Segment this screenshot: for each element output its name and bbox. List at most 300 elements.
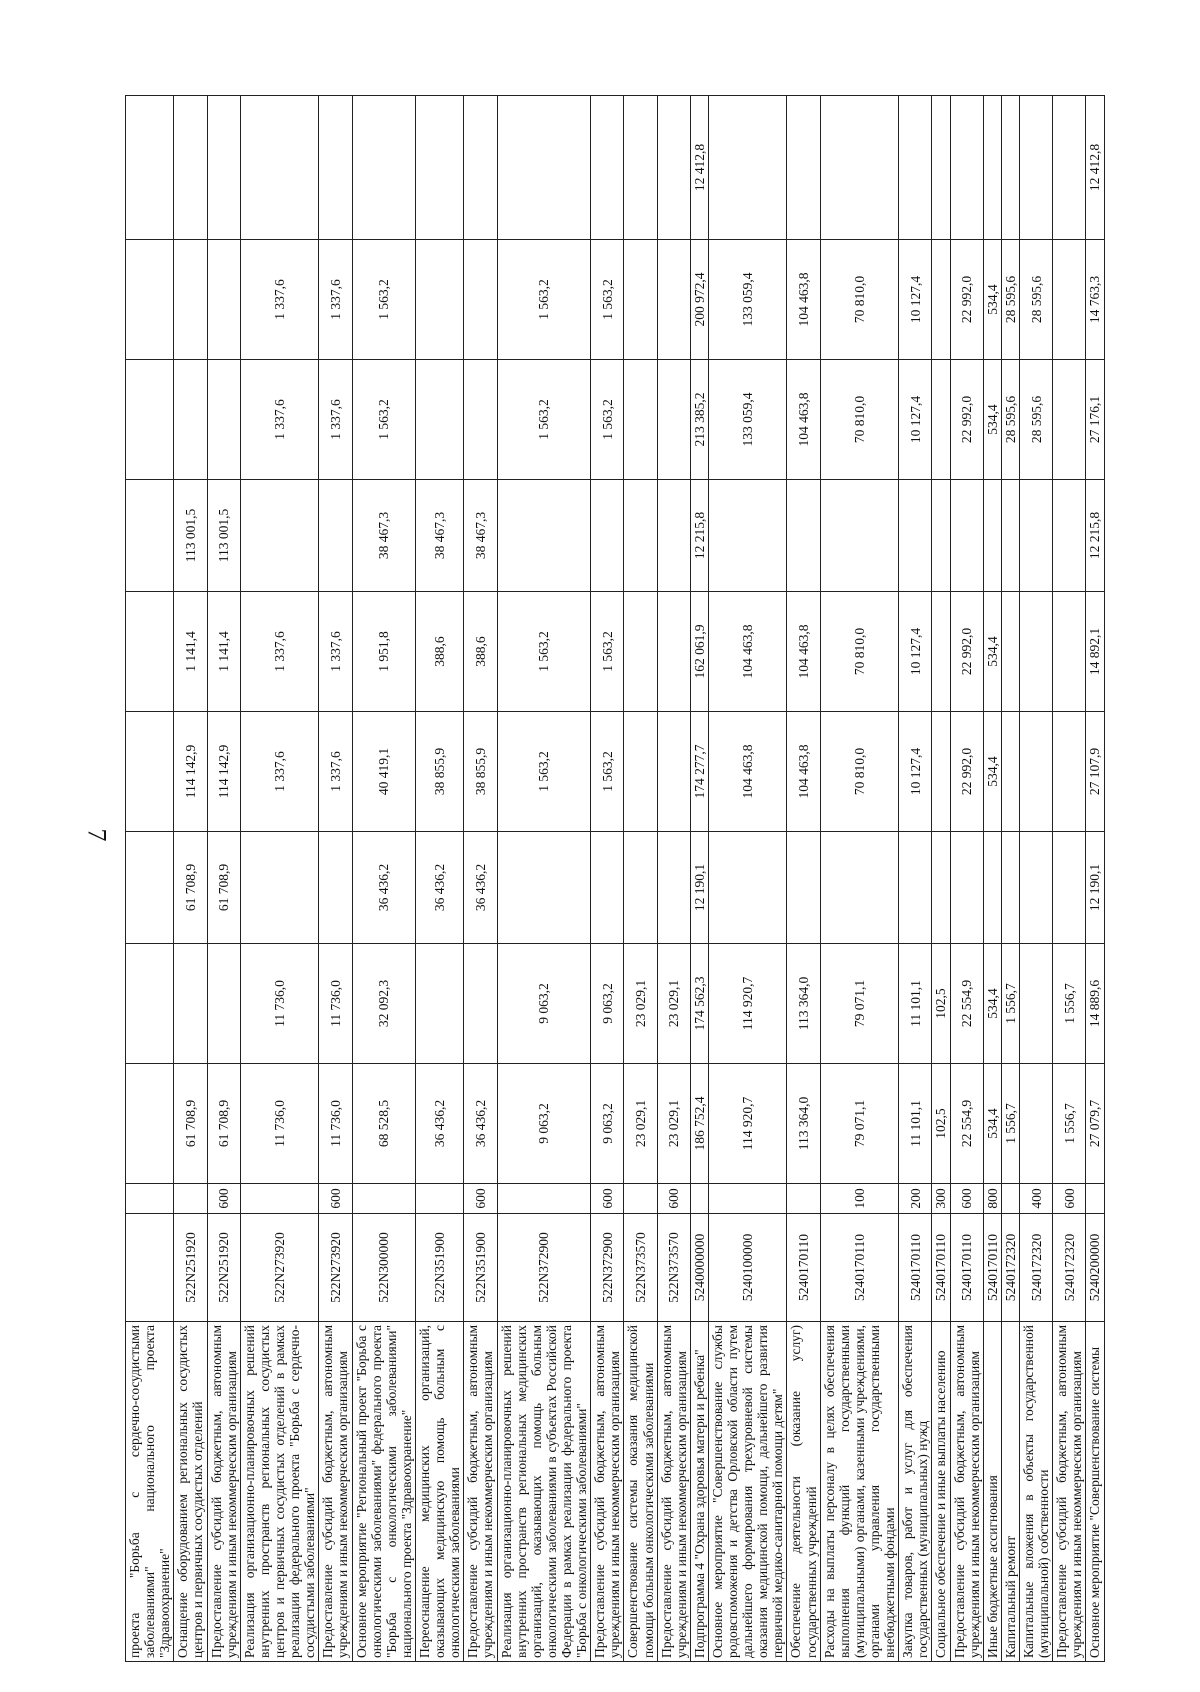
table-row: [1086, 96, 1104, 1662]
cell-c9: [950, 96, 983, 240]
cell-c5: 1 141,4: [174, 592, 207, 712]
cell-c3: 36 436,2: [415, 832, 463, 944]
cell-vr: [497, 1184, 591, 1214]
cell-vr: [126, 1184, 174, 1214]
cell-c4: [126, 712, 174, 832]
cell-c9: [624, 96, 657, 240]
cell-desc: Реализация организационно-планировочных решений внутренних пространств региональных медицинских организаций, оказывающих помощь больным онкологическими заболеваниями в субъектах Российской Федерации в рамках реализации федерального проекта "Борьба с онкологическими заболеваниями": [497, 1322, 591, 1662]
cell-c1: [126, 1064, 174, 1184]
cell-c9: 12 412,8: [1086, 96, 1104, 240]
table-row: [240, 96, 319, 1662]
cell-vr: [352, 1184, 415, 1214]
cell-c6: 113 001,5: [174, 480, 207, 592]
cell-vr: 200: [899, 1184, 932, 1214]
cell-c1: 534,4: [983, 1064, 1001, 1184]
cell-c4: 534,4: [983, 712, 1001, 832]
cell-c3: [983, 832, 1001, 944]
cell-c1: 114 920,7: [708, 1064, 787, 1184]
cell-desc: Переоснащение медицинских организаций, оказывающих медицинскую помощь больным с онкологическими заболеваниями: [415, 1322, 463, 1662]
cell-desc: Подпрограмма 4 "Охрана здоровья матери и ребенка": [690, 1322, 708, 1662]
table-row: [1020, 96, 1053, 1662]
cell-c6: [950, 480, 983, 592]
cell-c8: [207, 240, 240, 360]
cell-c1: 61 708,9: [207, 1064, 240, 1184]
cell-c1: 113 364,0: [787, 1064, 820, 1184]
table-row: [415, 96, 463, 1662]
cell-c8: [657, 240, 690, 360]
cell-c1: 11 736,0: [319, 1064, 352, 1184]
cell-vr: [415, 1184, 463, 1214]
cell-c9: [820, 96, 899, 240]
cell-c7: 1 563,2: [497, 360, 591, 480]
cell-c1: 36 436,2: [464, 1064, 497, 1184]
cell-c4: 114 142,9: [174, 712, 207, 832]
cell-c1: 11 736,0: [240, 1064, 319, 1184]
cell-desc: Реализация организационно-планировочных решений внутренних пространств региональных сосудистых центров и первичных сосудистых отделений в рамках реализации федерального проекта "Борьба с сердечно-сосудистыми заболеваниями": [240, 1322, 319, 1662]
cell-c4: 22 992,0: [950, 712, 983, 832]
cell-c3: 61 708,9: [207, 832, 240, 944]
cell-c2: 11 736,0: [319, 944, 352, 1064]
cell-c1: 22 554,9: [950, 1064, 983, 1184]
cell-c9: [319, 96, 352, 240]
cell-desc: Предоставление субсидий бюджетным, автономным учреждениям и иным некоммерческим организациям: [464, 1322, 497, 1662]
cell-c3: 36 436,2: [352, 832, 415, 944]
cell-c9: [657, 96, 690, 240]
cell-c5: [657, 592, 690, 712]
table-row: [591, 96, 624, 1662]
cell-c4: [657, 712, 690, 832]
cell-code: 5240172320: [1053, 1214, 1086, 1322]
cell-c2: 79 071,1: [820, 944, 899, 1064]
cell-vr: [174, 1184, 207, 1214]
cell-c2: 11 101,1: [899, 944, 932, 1064]
cell-vr: [240, 1184, 319, 1214]
cell-c2: 534,4: [983, 944, 1001, 1064]
cell-desc: Капитальные вложения в объекты государственной (муниципальной) собственности: [1020, 1322, 1053, 1662]
cell-vr: 600: [464, 1184, 497, 1214]
cell-c9: [240, 96, 319, 240]
cell-c8: 104 463,8: [787, 240, 820, 360]
cell-c3: [624, 832, 657, 944]
cell-c3: [657, 832, 690, 944]
cell-c1: 79 071,1: [820, 1064, 899, 1184]
table-row: [624, 96, 657, 1662]
table-row: [497, 96, 591, 1662]
cell-desc: Совершенствование системы оказания медицинской помощи больным онкологическими заболеваниями: [624, 1322, 657, 1662]
cell-desc: Предоставление субсидий бюджетным, автономным учреждениям и иным некоммерческим организациям: [1053, 1322, 1086, 1662]
cell-c2: 102,5: [932, 944, 950, 1064]
cell-c7: [464, 360, 497, 480]
cell-c3: [708, 832, 787, 944]
cell-c9: [497, 96, 591, 240]
cell-c7: [126, 360, 174, 480]
cell-c1: [1020, 1064, 1053, 1184]
cell-c7: [657, 360, 690, 480]
cell-code: 522N372900: [591, 1214, 624, 1322]
cell-desc: Основное мероприятие "Совершенствование службы родовспоможения и детства Орловской области путем дальнейшего формирования трехуровневой системы оказания медицинской помощи, дальнейшего развития первичной медико-санитарной помощи детям": [708, 1322, 787, 1662]
cell-c4: 27 107,9: [1086, 712, 1104, 832]
cell-c7: [624, 360, 657, 480]
cell-vr: [1001, 1184, 1019, 1214]
cell-c1: 186 752,4: [690, 1064, 708, 1184]
cell-c8: 133 059,4: [708, 240, 787, 360]
cell-c5: 162 061,9: [690, 592, 708, 712]
cell-c3: [1001, 832, 1019, 944]
cell-vr: 800: [983, 1184, 1001, 1214]
cell-c7: 104 463,8: [787, 360, 820, 480]
cell-c6: [497, 480, 591, 592]
cell-c1: 1 556,7: [1001, 1064, 1019, 1184]
cell-c4: 1 563,2: [497, 712, 591, 832]
cell-c6: [657, 480, 690, 592]
cell-c4: 1 337,6: [319, 712, 352, 832]
budget-table-sheet: [125, 96, 1125, 1662]
cell-code: 5240170110: [983, 1214, 1001, 1322]
table-row: [126, 96, 174, 1662]
cell-c7: 27 176,1: [1086, 360, 1104, 480]
cell-code: 5240000000: [690, 1214, 708, 1322]
cell-c4: 38 855,9: [415, 712, 463, 832]
cell-c6: 12 215,8: [1086, 480, 1104, 592]
table-row: [352, 96, 415, 1662]
cell-c6: [983, 480, 1001, 592]
cell-c7: 10 127,4: [899, 360, 932, 480]
cell-desc: Предоставление субсидий бюджетным, автономным учреждениям и иным некоммерческим организациям: [207, 1322, 240, 1662]
cell-desc: Оснащение оборудованием региональных сосудистых центров и первичных сосудистых отделений: [174, 1322, 207, 1662]
table-row: [464, 96, 497, 1662]
cell-desc: Иные бюджетные ассигнования: [983, 1322, 1001, 1662]
cell-c3: [1053, 832, 1086, 944]
cell-c4: 10 127,4: [899, 712, 932, 832]
cell-code: 522N351900: [464, 1214, 497, 1322]
cell-code: 5240172320: [1020, 1214, 1053, 1322]
cell-c9: 12 412,8: [690, 96, 708, 240]
cell-c2: 14 889,6: [1086, 944, 1104, 1064]
cell-c8: 70 810,0: [820, 240, 899, 360]
cell-c8: [174, 240, 207, 360]
cell-c5: 388,6: [415, 592, 463, 712]
cell-vr: [1086, 1184, 1104, 1214]
cell-vr: [690, 1184, 708, 1214]
table-row: [787, 96, 820, 1662]
cell-c7: 22 992,0: [950, 360, 983, 480]
cell-c6: 38 467,3: [464, 480, 497, 592]
cell-c8: [1053, 240, 1086, 360]
cell-c5: 1 563,2: [497, 592, 591, 712]
cell-c7: 28 595,6: [1001, 360, 1019, 480]
cell-c5: 10 127,4: [899, 592, 932, 712]
cell-c2: 23 029,1: [624, 944, 657, 1064]
cell-c4: 104 463,8: [708, 712, 787, 832]
cell-c4: [932, 712, 950, 832]
cell-c6: [899, 480, 932, 592]
cell-desc: Расходы на выплаты персоналу в целях обеспечения выполнения функций государственными (муниципальными) органами, казенными учреждениями, органами управления государственными внебюджетными фондами: [820, 1322, 899, 1662]
cell-c5: [1020, 592, 1053, 712]
cell-c9: [174, 96, 207, 240]
cell-c1: 68 528,5: [352, 1064, 415, 1184]
cell-c5: [1001, 592, 1019, 712]
cell-c5: 1 563,2: [591, 592, 624, 712]
cell-c2: 23 029,1: [657, 944, 690, 1064]
cell-c9: [1053, 96, 1086, 240]
cell-c4: 70 810,0: [820, 712, 899, 832]
cell-c9: [983, 96, 1001, 240]
cell-c2: 113 364,0: [787, 944, 820, 1064]
cell-c6: [1020, 480, 1053, 592]
cell-c1: 61 708,9: [174, 1064, 207, 1184]
cell-code: 522N373570: [624, 1214, 657, 1322]
table-row: [708, 96, 787, 1662]
cell-c9: [415, 96, 463, 240]
cell-desc: Предоставление субсидий бюджетным, автономным учреждениям и иным некоммерческим организациям: [591, 1322, 624, 1662]
cell-c8: [932, 240, 950, 360]
cell-c3: [126, 832, 174, 944]
cell-c4: 114 142,9: [207, 712, 240, 832]
cell-c8: [464, 240, 497, 360]
cell-c8: 1 563,2: [497, 240, 591, 360]
cell-c1: 9 063,2: [591, 1064, 624, 1184]
cell-c6: [1053, 480, 1086, 592]
cell-c3: 61 708,9: [174, 832, 207, 944]
cell-c3: [820, 832, 899, 944]
cell-c3: 36 436,2: [464, 832, 497, 944]
cell-c3: [899, 832, 932, 944]
cell-code: 522N373570: [657, 1214, 690, 1322]
cell-vr: 600: [591, 1184, 624, 1214]
cell-c2: 9 063,2: [497, 944, 591, 1064]
cell-c9: [1020, 96, 1053, 240]
cell-c8: 10 127,4: [899, 240, 932, 360]
cell-c9: [126, 96, 174, 240]
cell-c7: [1053, 360, 1086, 480]
cell-code: 522N251920: [174, 1214, 207, 1322]
cell-code: 522N372900: [497, 1214, 591, 1322]
cell-c4: 1 337,6: [240, 712, 319, 832]
cell-c2: 9 063,2: [591, 944, 624, 1064]
table-row: [820, 96, 899, 1662]
budget-table: [125, 95, 1105, 1662]
cell-c3: [240, 832, 319, 944]
cell-c9: [352, 96, 415, 240]
cell-c9: [591, 96, 624, 240]
cell-c7: 534,4: [983, 360, 1001, 480]
cell-c4: [1020, 712, 1053, 832]
cell-c1: 1 556,7: [1053, 1064, 1086, 1184]
page-number: 7: [82, 828, 112, 842]
cell-code: 5240170110: [932, 1214, 950, 1322]
cell-c1: 27 079,7: [1086, 1064, 1104, 1184]
cell-c8: 14 763,3: [1086, 240, 1104, 360]
cell-c5: [932, 592, 950, 712]
cell-c9: [708, 96, 787, 240]
cell-code: 5240170110: [820, 1214, 899, 1322]
cell-vr: 600: [657, 1184, 690, 1214]
cell-c3: [319, 832, 352, 944]
cell-vr: [708, 1184, 787, 1214]
cell-code: 5240170110: [950, 1214, 983, 1322]
cell-desc: Капитальный ремонт: [1001, 1322, 1019, 1662]
cell-c4: 104 463,8: [787, 712, 820, 832]
table-row: [932, 96, 950, 1662]
cell-c5: 104 463,8: [787, 592, 820, 712]
cell-vr: 300: [932, 1184, 950, 1214]
cell-code: 522N251920: [207, 1214, 240, 1322]
cell-c6: [624, 480, 657, 592]
cell-c8: [126, 240, 174, 360]
cell-c5: 1 141,4: [207, 592, 240, 712]
cell-c5: 388,6: [464, 592, 497, 712]
cell-c6: [319, 480, 352, 592]
cell-c2: 22 554,9: [950, 944, 983, 1064]
cell-c5: 1 337,6: [240, 592, 319, 712]
cell-c5: 534,4: [983, 592, 1001, 712]
cell-c3: [591, 832, 624, 944]
table-row: [1001, 96, 1019, 1662]
cell-desc: проекта "Борьба с сердечно-сосудистыми заболеваниями" национального проекта "Здравоохранение": [126, 1322, 174, 1662]
table-row: [899, 96, 932, 1662]
cell-code: 5240170110: [787, 1214, 820, 1322]
cell-c8: 1 563,2: [352, 240, 415, 360]
cell-c3: [1020, 832, 1053, 944]
cell-c9: [932, 96, 950, 240]
cell-c6: [820, 480, 899, 592]
cell-c7: 1 563,2: [352, 360, 415, 480]
cell-c8: 28 595,6: [1020, 240, 1053, 360]
table-row: [319, 96, 352, 1662]
cell-c9: [787, 96, 820, 240]
table-row: [950, 96, 983, 1662]
budget-table-body: [126, 96, 1105, 1662]
cell-c8: 1 337,6: [240, 240, 319, 360]
cell-c7: 28 595,6: [1020, 360, 1053, 480]
cell-c6: [126, 480, 174, 592]
cell-c1: 9 063,2: [497, 1064, 591, 1184]
cell-c7: 1 563,2: [591, 360, 624, 480]
cell-c7: [415, 360, 463, 480]
cell-c6: [708, 480, 787, 592]
cell-c1: 102,5: [932, 1064, 950, 1184]
cell-code: [126, 1214, 174, 1322]
cell-c2: [1020, 944, 1053, 1064]
cell-vr: [624, 1184, 657, 1214]
cell-c5: [624, 592, 657, 712]
cell-code: 5240100000: [708, 1214, 787, 1322]
cell-c6: [591, 480, 624, 592]
cell-code: 5240200000: [1086, 1214, 1104, 1322]
cell-c3: 12 190,1: [1086, 832, 1104, 944]
cell-c9: [464, 96, 497, 240]
cell-c5: 14 892,1: [1086, 592, 1104, 712]
cell-c7: 1 337,6: [319, 360, 352, 480]
cell-c4: 40 419,1: [352, 712, 415, 832]
cell-c2: 11 736,0: [240, 944, 319, 1064]
cell-c5: 1 951,8: [352, 592, 415, 712]
cell-c5: [1053, 592, 1086, 712]
cell-c2: [174, 944, 207, 1064]
cell-c8: 1 563,2: [591, 240, 624, 360]
cell-c4: [624, 712, 657, 832]
cell-c7: [174, 360, 207, 480]
cell-c7: 213 385,2: [690, 360, 708, 480]
cell-c4: 38 855,9: [464, 712, 497, 832]
cell-c4: 1 563,2: [591, 712, 624, 832]
cell-c6: 12 215,8: [690, 480, 708, 592]
cell-c6: 38 467,3: [352, 480, 415, 592]
cell-c9: [207, 96, 240, 240]
cell-c8: [415, 240, 463, 360]
table-row: [657, 96, 690, 1662]
cell-c2: [126, 944, 174, 1064]
cell-c5: 104 463,8: [708, 592, 787, 712]
cell-desc: Предоставление субсидий бюджетным, автономным учреждениям и иным некоммерческим организациям: [657, 1322, 690, 1662]
cell-c8: 200 972,4: [690, 240, 708, 360]
cell-c3: [497, 832, 591, 944]
cell-c1: 23 029,1: [624, 1064, 657, 1184]
cell-c8: 28 595,6: [1001, 240, 1019, 360]
cell-code: 5240170110: [899, 1214, 932, 1322]
cell-code: 522N300000: [352, 1214, 415, 1322]
cell-c5: 1 337,6: [319, 592, 352, 712]
cell-desc: Предоставление субсидий бюджетным, автономным учреждениям и иным некоммерческим организациям: [950, 1322, 983, 1662]
cell-c2: [415, 944, 463, 1064]
cell-c7: 70 810,0: [820, 360, 899, 480]
cell-code: 5240172320: [1001, 1214, 1019, 1322]
cell-c2: 1 556,7: [1053, 944, 1086, 1064]
table-row: [690, 96, 708, 1662]
cell-c5: 22 992,0: [950, 592, 983, 712]
table-row: [1053, 96, 1086, 1662]
cell-c1: 23 029,1: [657, 1064, 690, 1184]
cell-vr: 100: [820, 1184, 899, 1214]
cell-code: 522N273920: [319, 1214, 352, 1322]
cell-c2: [207, 944, 240, 1064]
cell-desc: Предоставление субсидий бюджетным, автономным учреждениям и иным некоммерческим организациям: [319, 1322, 352, 1662]
cell-c6: [1001, 480, 1019, 592]
cell-vr: 600: [319, 1184, 352, 1214]
cell-c2: 174 562,3: [690, 944, 708, 1064]
cell-c7: [932, 360, 950, 480]
cell-c9: [1001, 96, 1019, 240]
cell-c7: [207, 360, 240, 480]
cell-c8: [624, 240, 657, 360]
cell-vr: 600: [207, 1184, 240, 1214]
cell-c6: [787, 480, 820, 592]
cell-vr: 600: [1053, 1184, 1086, 1214]
cell-vr: [787, 1184, 820, 1214]
cell-c6: [240, 480, 319, 592]
table-row: [983, 96, 1001, 1662]
cell-c8: 22 992,0: [950, 240, 983, 360]
cell-c4: [1053, 712, 1086, 832]
cell-c6: 113 001,5: [207, 480, 240, 592]
cell-desc: Основное мероприятие "Региональный проект "Борьба с онкологическими заболеваниями" федерального проекта "Борьба с онкологическими заболеваниями" национального проекта "Здравоохранение": [352, 1322, 415, 1662]
cell-c6: 38 467,3: [415, 480, 463, 592]
cell-code: 522N351900: [415, 1214, 463, 1322]
cell-vr: 600: [950, 1184, 983, 1214]
cell-c8: 534,4: [983, 240, 1001, 360]
cell-c3: [932, 832, 950, 944]
cell-c8: 1 337,6: [319, 240, 352, 360]
cell-c9: [899, 96, 932, 240]
cell-c6: [932, 480, 950, 592]
cell-desc: Основное мероприятие "Совершенствование системы: [1086, 1322, 1104, 1662]
cell-c1: 36 436,2: [415, 1064, 463, 1184]
cell-c4: 174 277,7: [690, 712, 708, 832]
cell-c7: 133 059,4: [708, 360, 787, 480]
cell-vr: 400: [1020, 1184, 1053, 1214]
cell-c7: 1 337,6: [240, 360, 319, 480]
cell-c2: 114 920,7: [708, 944, 787, 1064]
